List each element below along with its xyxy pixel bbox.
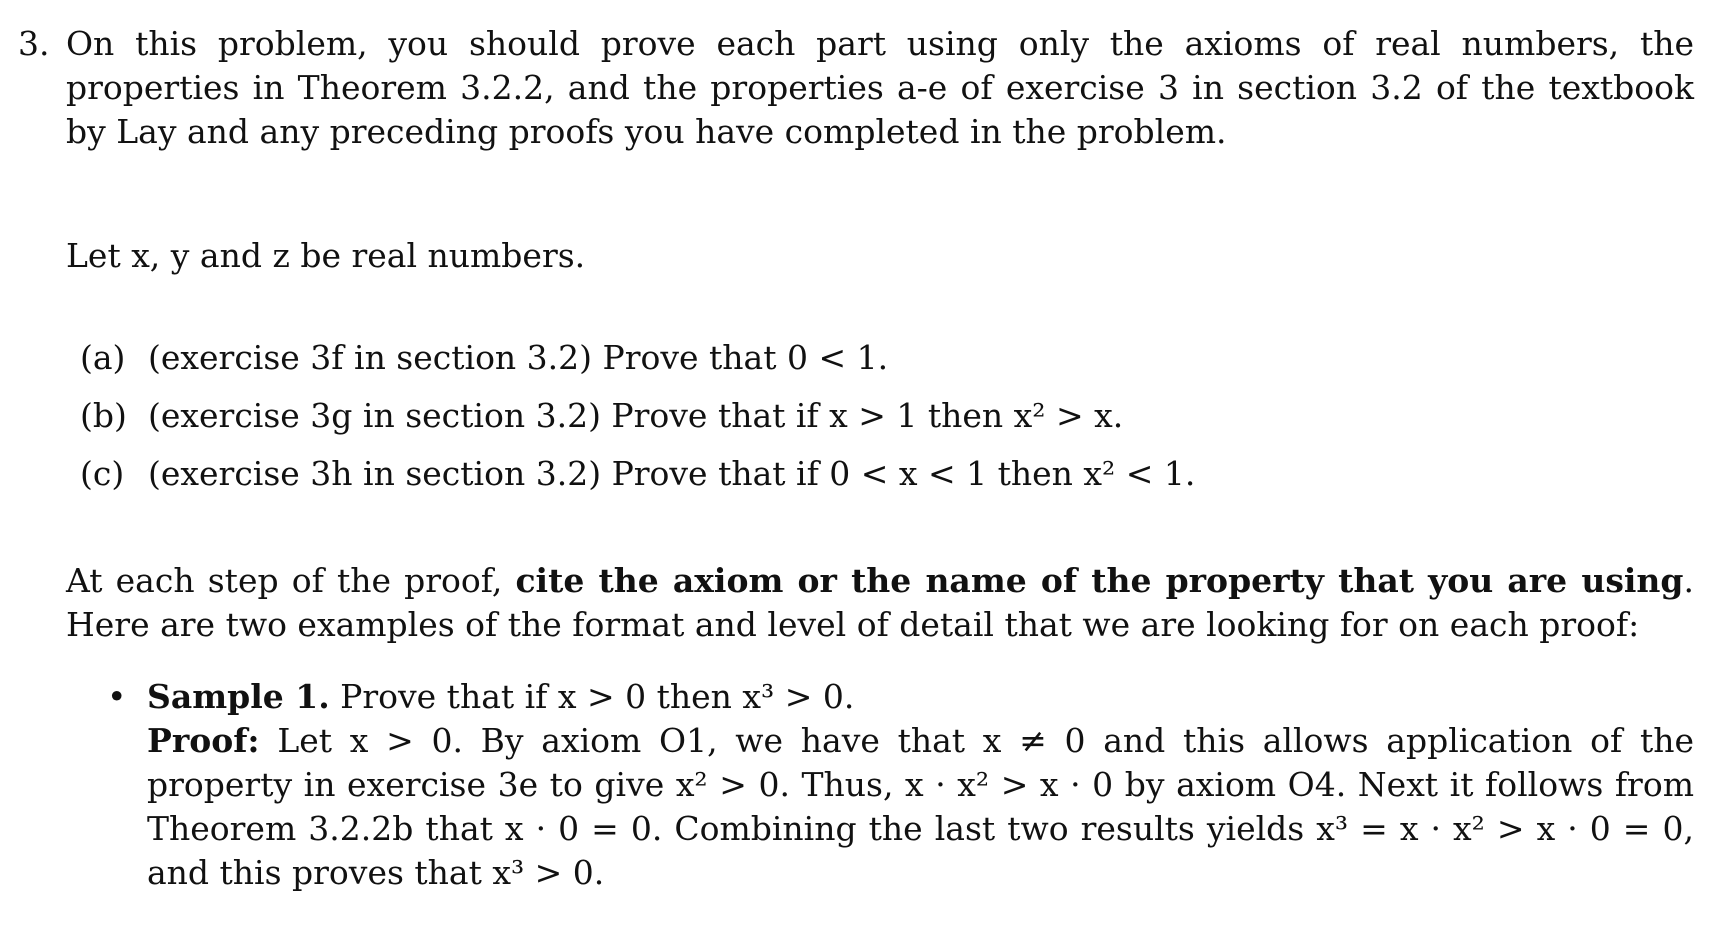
instructions-lead: At each step of the proof, xyxy=(66,561,516,600)
part-a-label: (a) xyxy=(80,338,126,377)
instructions-paragraph xyxy=(66,559,1694,647)
parts-list xyxy=(80,336,1680,510)
part-c-label: (c) xyxy=(80,454,125,493)
proof-label: Proof: xyxy=(147,721,260,760)
sample-1-body xyxy=(147,675,1694,895)
part-c-text: (exercise 3h in section 3.2) Prove that if 0 < x < 1 then x² < 1. xyxy=(148,454,1196,493)
sample-1-title: Sample 1. xyxy=(147,677,330,716)
sample-1-statement: Prove that if x > 0 then x³ > 0. xyxy=(329,677,855,716)
part-c xyxy=(80,452,1680,510)
instructions-tail: . Here are two examples of the format and level of detail that we are looking for on each proof: xyxy=(66,561,1694,644)
part-a xyxy=(80,336,1680,394)
sample-1-proof xyxy=(147,719,1694,895)
part-b-label: (b) xyxy=(80,396,127,435)
problem-intro: On this problem, you should prove each part using only the axioms of real numbers, the properties in Theorem 3.2.2, and the properties a-e of exercise 3 in section 3.2 of the textbook by Lay and any preceding proofs you have completed in the problem. xyxy=(66,24,1694,151)
let-statement: Let x, y and z be real numbers. xyxy=(66,236,586,275)
sample-1-heading xyxy=(147,675,1694,719)
part-b-text: (exercise 3g in section 3.2) Prove that if x > 1 then x² > x. xyxy=(148,396,1124,435)
bullet-icon: • xyxy=(107,677,127,716)
problem-number: 3. xyxy=(18,24,50,63)
part-a-text: (exercise 3f in section 3.2) Prove that 0 < 1. xyxy=(148,338,889,377)
instructions-emphasis: cite the axiom or the name of the property that you are using xyxy=(515,561,1684,600)
part-b xyxy=(80,394,1680,452)
proof-text: Let x > 0. By axiom O1, we have that x ≠ 0 and this allows application of the property in exercise 3e to give x² > 0. Thus, x · x² > x · 0 by axiom O4. Next it follows from Theorem 3.2.2b that x · 0 = 0. Combining the last two results yields x³ = x · x² > x · 0 = 0, and this proves that x³ > 0. xyxy=(147,721,1694,892)
